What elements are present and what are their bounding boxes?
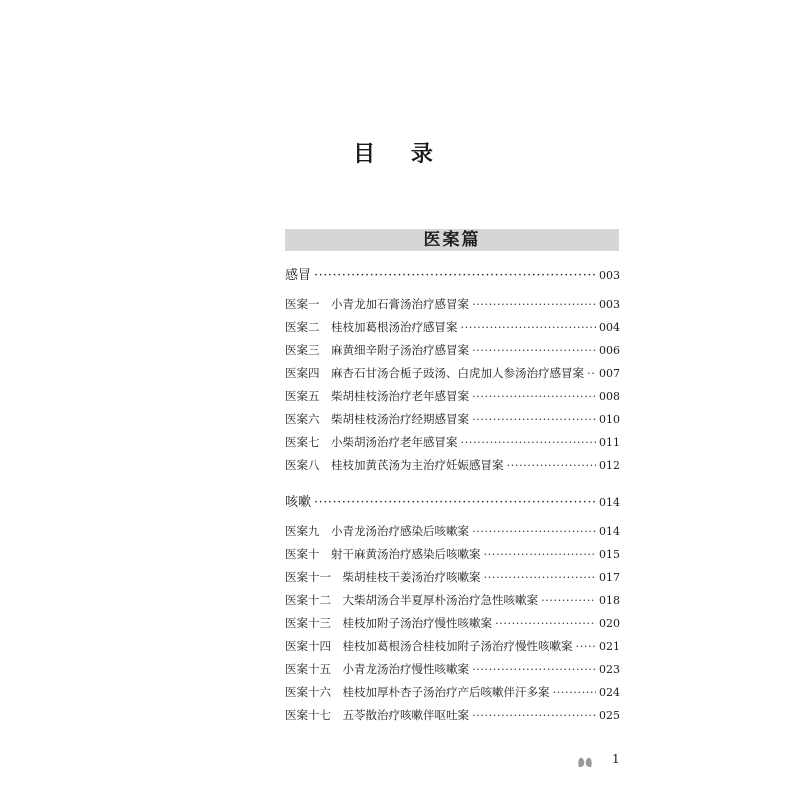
toc-entry-row[interactable]	[285, 520, 619, 543]
toc-entry-label: 医案十一 柴胡桂枝干姜汤治疗咳嗽案	[285, 570, 481, 584]
lungs-icon	[577, 754, 593, 768]
toc-category-row[interactable]	[285, 491, 619, 514]
toc-page-number: 018	[599, 594, 620, 607]
toc-entry-label: 医案八 桂枝加黄芪汤为主治疗妊娠感冒案	[285, 458, 504, 472]
dot-leader	[553, 681, 597, 704]
table-of-contents	[285, 264, 619, 727]
toc-page-number: 006	[599, 344, 620, 357]
page-title: 目 录	[353, 141, 447, 167]
dot-leader	[507, 454, 597, 477]
toc-entry-row[interactable]	[285, 681, 619, 704]
dot-leader	[495, 612, 596, 635]
toc-page-number: 004	[599, 321, 620, 334]
toc-entry-row[interactable]	[285, 293, 619, 316]
toc-entry-label: 医案十 射干麻黄汤治疗感染后咳嗽案	[285, 547, 481, 561]
toc-page-number: 010	[599, 413, 620, 426]
section-heading: 医案篇	[285, 229, 619, 251]
toc-entry-row[interactable]	[285, 543, 619, 566]
toc-page-number: 003	[599, 269, 620, 282]
toc-page-number: 011	[599, 436, 620, 449]
toc-entry-label: 医案七 小柴胡汤治疗老年感冒案	[285, 435, 458, 449]
toc-entry-row[interactable]	[285, 704, 619, 727]
toc-entry-row[interactable]	[285, 408, 619, 431]
toc-entry-label: 医案十二 大柴胡汤合半夏厚朴汤治疗急性咳嗽案	[285, 593, 538, 607]
toc-page-number: 024	[599, 686, 620, 699]
dot-leader	[314, 264, 596, 287]
toc-entry-label: 医案三 麻黄细辛附子汤治疗感冒案	[285, 343, 469, 357]
toc-category-row[interactable]	[285, 264, 619, 287]
toc-entry-label: 医案十五 小青龙汤治疗慢性咳嗽案	[285, 662, 469, 676]
dot-leader	[461, 431, 597, 454]
toc-entry-row[interactable]	[285, 658, 619, 681]
toc-page-number: 021	[599, 640, 620, 653]
dot-leader	[484, 566, 597, 589]
dot-leader	[472, 408, 596, 431]
toc-entry-row[interactable]	[285, 566, 619, 589]
toc-entry-row[interactable]	[285, 635, 619, 658]
dot-leader	[587, 362, 596, 385]
toc-entry-label: 医案十七 五苓散治疗咳嗽伴呕吐案	[285, 708, 469, 722]
dot-leader	[472, 385, 596, 408]
dot-leader	[472, 339, 596, 362]
toc-page-number: 015	[599, 548, 620, 561]
toc-entry-row[interactable]	[285, 454, 619, 477]
dot-leader	[314, 491, 596, 514]
dot-leader	[484, 543, 597, 566]
toc-page-number: 003	[599, 298, 620, 311]
dot-leader	[472, 658, 596, 681]
toc-page-number: 025	[599, 709, 620, 722]
toc-page-number: 008	[599, 390, 620, 403]
dot-leader	[472, 704, 596, 727]
toc-category-label: 感冒	[285, 268, 312, 283]
toc-entry-row[interactable]	[285, 431, 619, 454]
dot-leader	[472, 293, 596, 316]
toc-entry-label: 医案六 柴胡桂枝汤治疗经期感冒案	[285, 412, 469, 426]
toc-entry-label: 医案十四 桂枝加葛根汤合桂枝加附子汤治疗慢性咳嗽案	[285, 639, 573, 653]
dot-leader	[576, 635, 597, 658]
toc-entry-label: 医案五 柴胡桂枝汤治疗老年感冒案	[285, 389, 469, 403]
toc-page-number: 014	[599, 525, 620, 538]
toc-entry-label: 医案四 麻杏石甘汤合栀子豉汤、白虎加人参汤治疗感冒案	[285, 366, 584, 380]
toc-entry-row[interactable]	[285, 612, 619, 635]
toc-entry-row[interactable]	[285, 316, 619, 339]
toc-entry-row[interactable]	[285, 362, 619, 385]
toc-entry-label: 医案十六 桂枝加厚朴杏子汤治疗产后咳嗽伴汗多案	[285, 685, 550, 699]
dot-leader	[461, 316, 597, 339]
toc-page-number: 023	[599, 663, 620, 676]
toc-entry-label: 医案九 小青龙汤治疗感染后咳嗽案	[285, 524, 469, 538]
toc-entry-row[interactable]	[285, 339, 619, 362]
toc-entry-row[interactable]	[285, 385, 619, 408]
toc-page-number: 007	[599, 367, 620, 380]
toc-category-label: 咳嗽	[285, 495, 312, 510]
toc-entry-row[interactable]	[285, 589, 619, 612]
page-number: 1	[612, 752, 620, 766]
toc-page-number: 014	[599, 496, 620, 509]
toc-entry-label: 医案十三 桂枝加附子汤治疗慢性咳嗽案	[285, 616, 492, 630]
toc-entry-label: 医案二 桂枝加葛根汤治疗感冒案	[285, 320, 458, 334]
dot-leader	[541, 589, 596, 612]
toc-entry-label: 医案一 小青龙加石膏汤治疗感冒案	[285, 297, 469, 311]
toc-page-number: 012	[599, 459, 620, 472]
dot-leader	[472, 520, 596, 543]
toc-page-number: 017	[599, 571, 620, 584]
toc-page-number: 020	[599, 617, 620, 630]
